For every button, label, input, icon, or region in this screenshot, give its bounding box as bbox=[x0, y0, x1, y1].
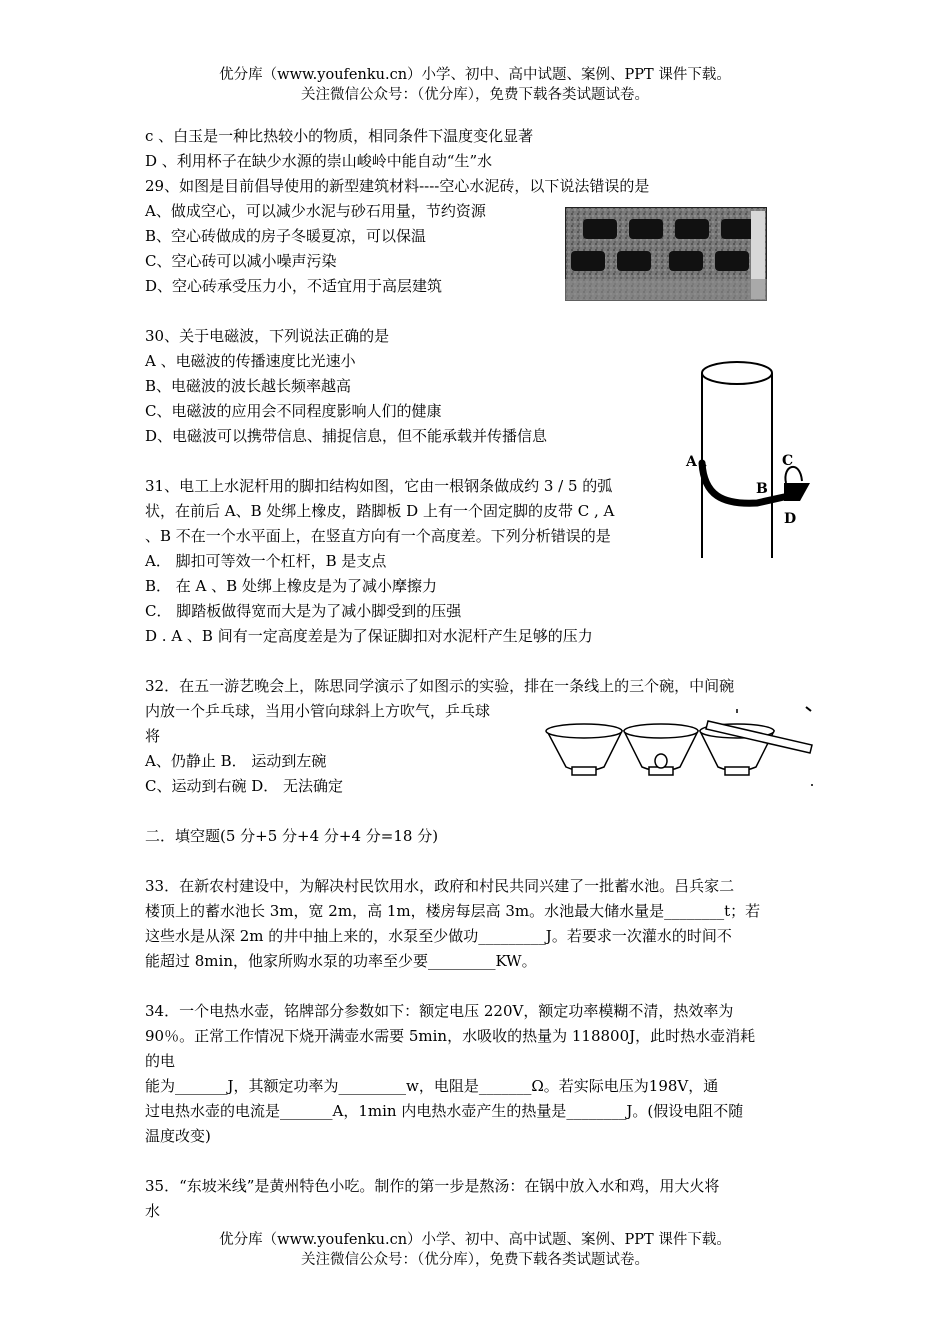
q30-option-a: A 、电磁波的传播速度比光速小 bbox=[145, 352, 356, 370]
q29-option-b: B、空心砖做成的房子冬暖夏凉，可以保温 bbox=[145, 227, 427, 245]
q31-option-c: C． 脚踏板做得宽而大是为了减小脚受到的压强 bbox=[145, 602, 462, 620]
q28-option-c: c 、白玉是一种比热较小的物质，相同条件下温度变化显著 bbox=[145, 127, 534, 145]
q32-stem-1: 32．在五一游艺晚会上，陈思同学演示了如图示的实验，排在一条线上的三个碗，中间碗 bbox=[145, 677, 735, 695]
q32-options-ab: A、仍静止 B． 运动到左碗 bbox=[145, 752, 327, 770]
q32-stem-3: 将 bbox=[145, 727, 161, 745]
q30-option-c: C、电磁波的应用会不同程度影响人们的健康 bbox=[145, 402, 442, 420]
q31-stem-1: 31、电工上水泥杆用的脚扣结构如图，它由一根钢条做成约 3 / 5 的弧 bbox=[145, 477, 613, 495]
q30-option-b: B、电磁波的波长越长频率越高 bbox=[145, 377, 352, 395]
q29-option-a: A、做成空心，可以减少水泥与砂石用量，节约资源 bbox=[145, 202, 486, 220]
q33-line-4: 能超过 8min，他家所购水泵的功率至少要_________KW。 bbox=[145, 952, 537, 970]
hollow-brick-image bbox=[565, 207, 767, 301]
section-2-heading: 二．填空题(5 分+5 分+4 分+4 分=18 分) bbox=[145, 827, 439, 845]
q31-stem-3: 、B 不在一个水平面上，在竖直方向有一个高度差。下列分析错误的是 bbox=[145, 527, 611, 545]
q30-option-d: D、电磁波可以携带信息、捕捉信息，但不能承载并传播信息 bbox=[145, 427, 548, 445]
q33-line-2: 楼顶上的蓄水池长 3m，宽 2m，高 1m，楼房每层高 3m。水池最大储水量是________t；若 bbox=[145, 902, 761, 920]
q33-line-3: 这些水是从深 2m 的井中抽上来的，水泵至少做功_________J。若要求一次灌水的时间不 bbox=[145, 927, 732, 945]
q35-line-2: 水 bbox=[145, 1202, 161, 1220]
label-c: C bbox=[782, 453, 794, 469]
q31-option-b: B． 在 A 、B 处绑上橡皮是为了减小摩擦力 bbox=[145, 577, 437, 595]
q31-stem-2: 状，在前后 A、B 处绑上橡皮，踏脚板 D 上有一个固定脚的皮带 C , A bbox=[145, 502, 615, 520]
foot-clamp-diagram bbox=[682, 355, 817, 560]
q34-line-2: 90％。正常工作情况下烧开满壶水需要 5min，水吸收的热量为 118800J，此时热水壶消耗 bbox=[145, 1027, 756, 1045]
label-a: A bbox=[686, 454, 697, 470]
footer-line-1: 优分库（www.youfenku.cn）小学、初中、高中试题、案例、PPT 课件下载。 bbox=[219, 1232, 731, 1248]
label-b: B bbox=[756, 481, 768, 497]
q34-line-6: 温度改变) bbox=[145, 1127, 211, 1145]
q30-stem: 30、关于电磁波，下列说法正确的是 bbox=[145, 327, 390, 345]
q34-line-3: 的电 bbox=[145, 1052, 176, 1070]
q29-option-d: D、空心砖承受压力小，不适宜用于高层建筑 bbox=[145, 277, 443, 295]
q35-line-1: 35．“东坡米线”是黄州特色小吃。制作的第一步是熬汤：在锅中放入水和鸡，用大火将 bbox=[145, 1177, 720, 1195]
q33-line-1: 33．在新农村建设中，为解决村民饮用水，政府和村民共同兴建了一批蓄水池。吕兵家二 bbox=[145, 877, 735, 895]
header-line-1: 优分库（www.youfenku.cn）小学、初中、高中试题、案例、PPT 课件下载。 bbox=[219, 67, 731, 83]
q32-options-cd: C、运动到右碗 D． 无法确定 bbox=[145, 777, 344, 795]
q31-option-d: D . A 、B 间有一定高度差是为了保证脚扣对水泥杆产生足够的压力 bbox=[145, 627, 593, 645]
q29-stem: 29、如图是目前倡导使用的新型建筑材料----空心水泥砖，以下说法错误的是 bbox=[145, 177, 650, 195]
header-line-2: 关注微信公众号：（优分库），免费下载各类试题试卷。 bbox=[301, 87, 649, 103]
q28-option-d: D 、利用杯子在缺少水源的崇山峻岭中能自动“生”水 bbox=[145, 152, 493, 170]
label-d: D bbox=[784, 511, 797, 527]
q29-option-c: C、空心砖可以减小噪声污染 bbox=[145, 252, 337, 270]
footer-line-2: 关注微信公众号：（优分库），免费下载各类试题试卷。 bbox=[301, 1252, 649, 1268]
q32-stem-2: 内放一个乒乓球，当用小管向球斜上方吹气，乒乓球 bbox=[145, 702, 491, 720]
q31-option-a: A． 脚扣可等效一个杠杆，B 是支点 bbox=[145, 552, 387, 570]
q34-line-5: 过电热水壶的电流是_______A，1min 内电热水壶产生的热量是________J。(假设电阻不随 bbox=[145, 1102, 744, 1120]
three-bowls-diagram bbox=[544, 705, 816, 793]
q34-line-1: 34．一个电热水壶，铭牌部分参数如下：额定电压 220V，额定功率模糊不清，热效率为 bbox=[145, 1002, 734, 1020]
q34-line-4: 能为_______J，其额定功率为_________w，电阻是_______Ω。若实际电压为198V，通 bbox=[145, 1077, 719, 1095]
